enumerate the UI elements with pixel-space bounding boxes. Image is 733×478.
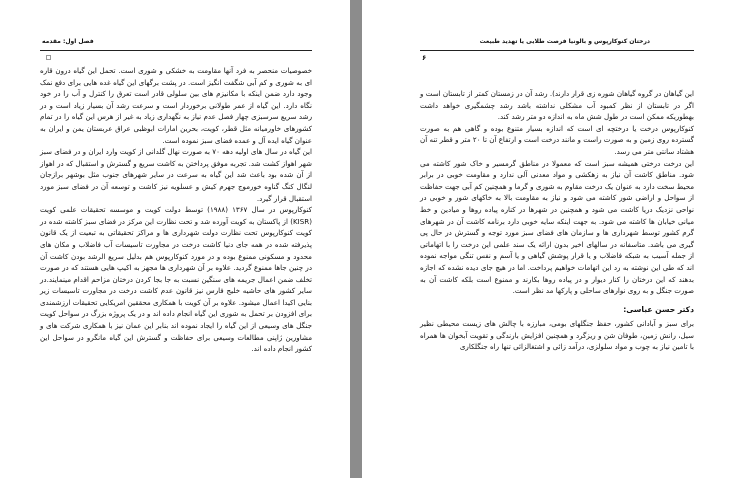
left-page xyxy=(0,0,350,478)
right-page-body xyxy=(420,88,694,353)
paragraph: برای سبز و آبادانی کشور، حفظ جنگلهای بومی، مبارزه با چالش های زیست محیطی نظیر سیل، رانش زمین، طوفان شن و ریزگرد و همچنین افزایش بارندگی و تقویت آبخوان ها همراه با تامین نیاز به چوب و مواد سلولزی، درآمد زائی و اشتغالزائی تنها راه جنگلکاری xyxy=(420,319,694,352)
paragraph: کنوکارپوس درخت یا درختچه ای است که اندازه بسیار متنوع بوده و گاهی هم به صورت گسترده روی زمین و به صورت راست و مانند درخت است و ارتفاع آن تا ۲۰ متر و قطر تنه آن هشتاد سانتی متر می رسد. xyxy=(420,123,694,156)
paragraph: این درخت درختی همیشه سبز است که معمولا در مناطق گرمسیر و خاک شور کاشته می شود. مناطق کاشت آن نیاز به زهکشی و مواد معدنی آلی ندارد و مقاومت خوبی در برابر محیط سخت دارد به عنوان یک درخت مقاوم به شوری و گرما و همچنین کم آبی جهت حفاظت از سواحل و اراضی شور کاشته می شود و نیاز به مقاومت بالا به خاکهای شور و خوبی در نواحی نزدیک دریا کاشت می شود و همچنین در شهرها در کناره پیاده روها و میادین و خط میانی خیابان ها کاشته می شود. به جهت اینکه سایه خوبی دارد برنامه کاشت آن در شهرهای گرم کشور توسط شهرداری ها و سازمان های فضای سبز مورد توجه و گسترش در حال پی گیری می باشد. متاسفانه در سالهای اخیر بدون ارائه یک سند علمی این درخت را با اتهاماتی از جمله آسیب به شبکه فاضلاب و یا قرار پوشش گیاهی و یا آسم و نفس تنگی مواجه نموده اند که طی این نوشته به رد این اتهامات خواهیم پرداخت. اما در هیچ جای دیده نشده که اجازه بدهند که این درختان را کنار دیوار و در پیاده روها بکارند و ممنوع است بلکه کاشت آن به صورت جنگل و به روی نوارهای ساحلی و پارکها مد نظر است. xyxy=(420,158,694,296)
paragraph: خصوصیات منحصر به فرد آنها مقاومت به خشکی و شوری است. تحمل این گیاه درون قاره ای به شوری و کم آبی شگفت انگیز است. در پشت برگهای این گیاه غده هایی برای دفع نمک وجود دارد ضمن اینکه با مکانیزم های بین سلولی قادر است تعرق را کنترل و آب را در خود نگاه دارد. این گیاه از عمر طولانی برخوردار است و سرعت رشد آن بسیار زیاد است و در رشد سریع سرسبزی چهار فصل عدم نیاز به نگهداری زیاد به غیر از هرس این گیاه را در تمام کشورهای خاورمیانه مثل قطر، کویت، بحرین امارات ابوظبی عراق عربستان یمن و ایران به عنوان گیاه ایده آل و عمده فضای سبز نموده است. xyxy=(40,66,312,145)
right-page xyxy=(362,0,733,478)
page-number: ۶ xyxy=(422,54,427,62)
right-header-rule xyxy=(420,50,694,51)
paragraph: این گیاه در سال های اولیه دهه ۷۰ به صورت نهال گلدانی از کویت وارد ایران و در فضای سبز شهر اهواز کشت شد. تجربه موفق پرداختن به کاشت سریع و گسترش و استقبال که در اهواز از آن شده بود باعث شد این گیاه به سرعت در سایر شهرهای جنوب مثل بوشهر برازجان لنگال کنگ گناوه خورموج جهرم کیش و عسلویه نیز کاشت و توسعه آن در فضای سبز مورد استقبال قرار گیرد. xyxy=(40,147,312,203)
corner-mark xyxy=(46,55,51,60)
paragraph: این گیاهان در گروه گیاهان شوره زی قرار دارند). رشد آن در زمستان کمتر از تابستان است و اگر در تابستان از نظر کمبود آب مشکلی نداشته باشد رشد چشمگیری خواهد داشت بهطوریکه ممکن است در طول شش ماه به اندازه دو متر رشد کند. xyxy=(420,89,694,122)
section-heading: دکتر حسن عباسی: xyxy=(623,304,694,314)
left-page-header: فصل اول: مقدمه xyxy=(42,38,94,45)
left-header-rule xyxy=(40,50,312,51)
right-page-header: درختان کنوکارپوس و بالونیا فرصت طلایی یا تهدید طبیعت xyxy=(479,38,650,45)
left-page-body xyxy=(40,65,312,355)
paragraph: کنوکارپوس در سال ۱۳۶۷ (۱۹۸۸) توسط دولت کویت و موسسه تحقیقات علمی کویت (KISR) از پاکستان به کویت آورده شد و تحت نظارت این مرکز در فضای سبز کاشته شده در کویت کنوکارپوس تحت نظارت دولت شهرداری ها و مراکز تحقیقاتی به تبعیت از یک قانون پذیرفته شده در همه جای دنیا کاشت درخت در مجاورت تاسیسات آب فاضلاب و مکان های محدود و مسکونی ممنوع بوده و در مورد کنوکارپوس هم بدلیل سریع الرشد بودن کاشت آن در چنین جاها ممنوع گردید. علاوه بر آن شهرداری ها مجهز به اکیپ هایی هستند که در صورت تخلف ضمن اعمال جریمه های سنگین نسبت به جا بجا کردن درختان مزاحم اقدام مینمایند.در سایر کشور های حاشیه خلیج فارس نیز قانون عدم کاشت درخت در مجاورت تاسیسات زیر بنایی اکیدا اعمال میشود. علاوه بر آن کویت با همکاری محققین امریکایی تحقیقات ارزشمندی برای افزودن بر تحمل به شوری این گیاه انجام داده اند و در یک پروژه بزرگ در سواحل کویت جنگل های وسیعی از این گیاه را ایجاد نموده اند بنابر این عمان نیز با همکاری شرکت های و مشاورین ژاپنی مطالعات وسیعی برای حفاظت و گسترش این گیاه مانگرو در سواحل این کشور انجام داده اند. xyxy=(40,205,312,354)
